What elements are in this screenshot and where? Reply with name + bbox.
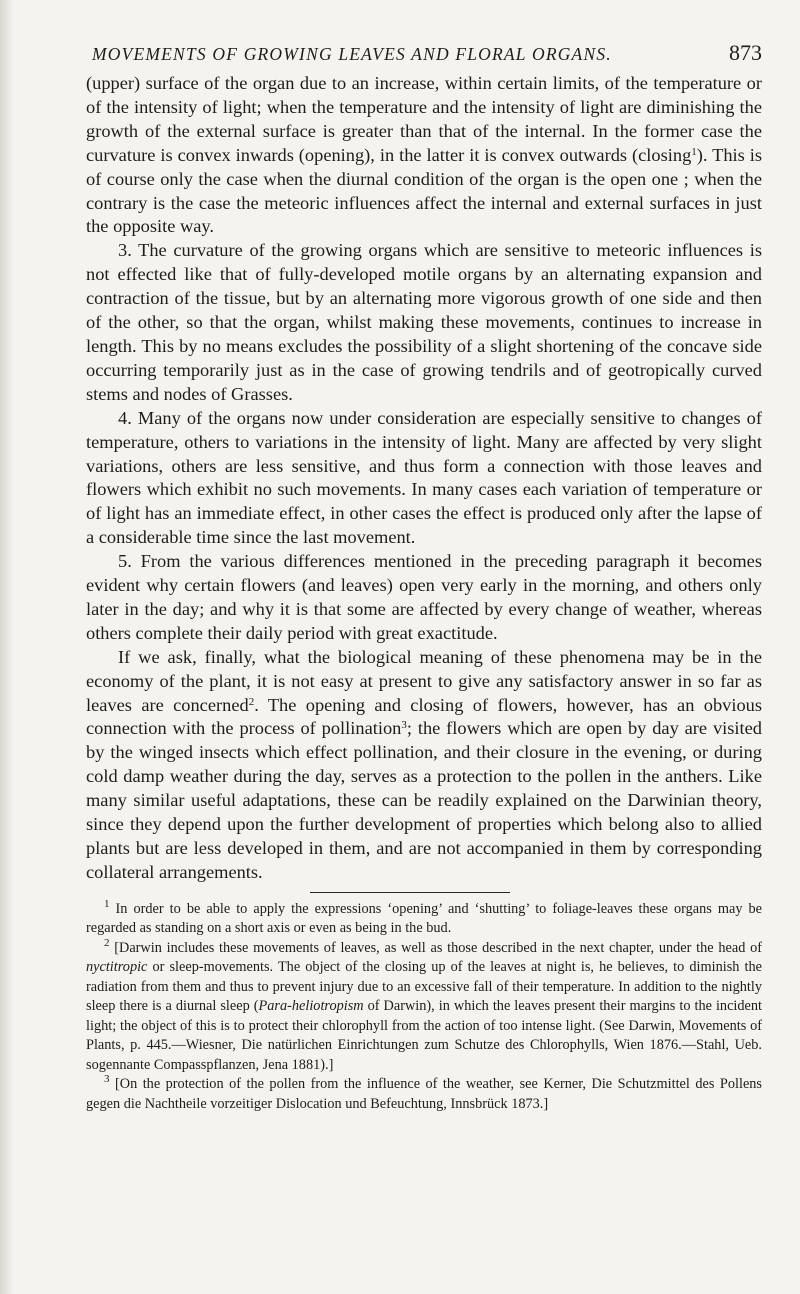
body-text [86,72,762,885]
book-page [86,38,762,1114]
text-run: [Darwin includes these movements of leaves, as well as those described in the next chapter, under the head of [109,939,762,956]
text-run: 5. From the various differences mentioned in the preceding paragraph it becomes evident why certain flowers (and leaves) open very early in the morning, and others only later in the day; and why it is that some are affected by every change of weather, whereas others complete their daily period with great exactitude. [86,551,762,643]
footnote-marker: 2 [104,936,110,949]
footnote [86,1075,762,1114]
paragraph [86,550,762,646]
footnote-marker: 1 [691,145,697,158]
text-run: 3. The curvature of the growing organs which are sensitive to meteoric influences is not effected like that of fully-developed motile organs by an alternating expansion and contraction of the tissue, but by an alternating more vigorous growth of one side and then of the other, so that the organ, whilst making these movements, continues to increase in length. This by no means excludes the possibility of a slight shortening of the concave side occurring temporarily just as in the case of growing tendrils and of geotropically curved stems and nodes of Grasses. [86,240,762,404]
footnote [86,936,762,1076]
text-run: of Darwin), in which the leaves present their margins to the incident light; the object of this is to protect their chlorophyll from the action of too intense light. (See Darwin, Movements of Plants, p. 445.—Wiesner, Die natürlichen Einrichtungen zum Schutze des Chlorophylls, Wien 1876.—Stahl, Ueb. sogennante Compasspflanzen, Jena 1881).] [86,998,762,1073]
italic-term: Para-heliotropism [258,998,364,1015]
footnote-marker: 3 [104,1073,110,1086]
text-run: or sleep-movements. The object of the closing up of the leaves at night is, he believes, to diminish the radiation from them and thus to prevent injury due to an excessive fall of their temperature. In addition to the nightly sleep there is a diurnal sleep ( [86,959,762,1015]
text-run: (upper) surface of the organ due to an increase, within certain limits, of the temperature or of the intensity of light; when the temperature and the intensity of light are diminishing the growth of the external surface is greater than that of the internal. In the former case the curvature is convex inwards (opening), in the latter it is convex outwards (closing [86,73,762,165]
paragraph [86,72,762,239]
paragraph [86,239,762,406]
footnote-marker: 3 [401,719,407,732]
text-run: If we ask, finally, what the biological meaning of these phenomena may be in the economy of the plant, it is not easy at present to give any satisfactory answer in so far as leaves are concerned [86,646,762,715]
running-head-title: MOVEMENTS OF GROWING LEAVES AND FLORAL ORGANS. [92,44,612,64]
book-spine-shadow [0,0,14,1294]
text-run: ; the flowers which are open by day are visited by the winged insects which effect pollination, and their closure in the evening, or during cold damp weather during the day, serves as a protection to the pollen in the anthers. Like many similar useful adaptations, these can be readily explained on the Darwinian theory, since they depend upon the further development of properties which belong also to allied plants but are less developed in them, and are not accompanied in them by corresponding collateral arrangements. [86,718,762,882]
paragraph [86,646,762,885]
footnote [86,897,762,939]
text-run: [On the protection of the pollen from the influence of the weather, see Kerner, Die Schutzmittel des Pollens gegen die Nachtheile vorzeitiger Dislocation und Befeuchtung, Innsbrück 1873.] [86,1076,762,1112]
text-run: In order to be able to apply the expressions ‘opening’ and ‘shutting’ to foliage-leaves these organs may be regarded as standing on a short axis or even as being in the bud. [86,900,762,937]
text-run: . The opening and closing of flowers, however, has an obvious connection with the process of pollination [86,694,762,739]
text-run: ). This is of course only the case when the diurnal condition of the organ is the open one ; when the contrary is the case the meteoric influences affect the internal and external surfaces in just the opposite way. [86,144,763,237]
paragraph [86,407,762,550]
footnotes [86,897,762,1115]
footnote-marker: 1 [104,897,110,910]
page-number: 873 [729,40,762,65]
italic-term: nyctitropic [86,959,148,976]
footnote-marker: 2 [248,695,255,708]
running-head [86,38,762,72]
text-run: 4. Many of the organs now under consideration are especially sensitive to changes of temperature, others to variations in the intensity of light. Many are affected by very slight variations, others are less sensitive, and thus form a connection with those leaves and flowers which exhibit no such movements. In many cases each variation of temperature or of light has an immediate effect, in other cases the effect is produced only after the lapse of a considerable time since the last movement. [86,407,762,548]
footnote-rule [310,892,510,893]
